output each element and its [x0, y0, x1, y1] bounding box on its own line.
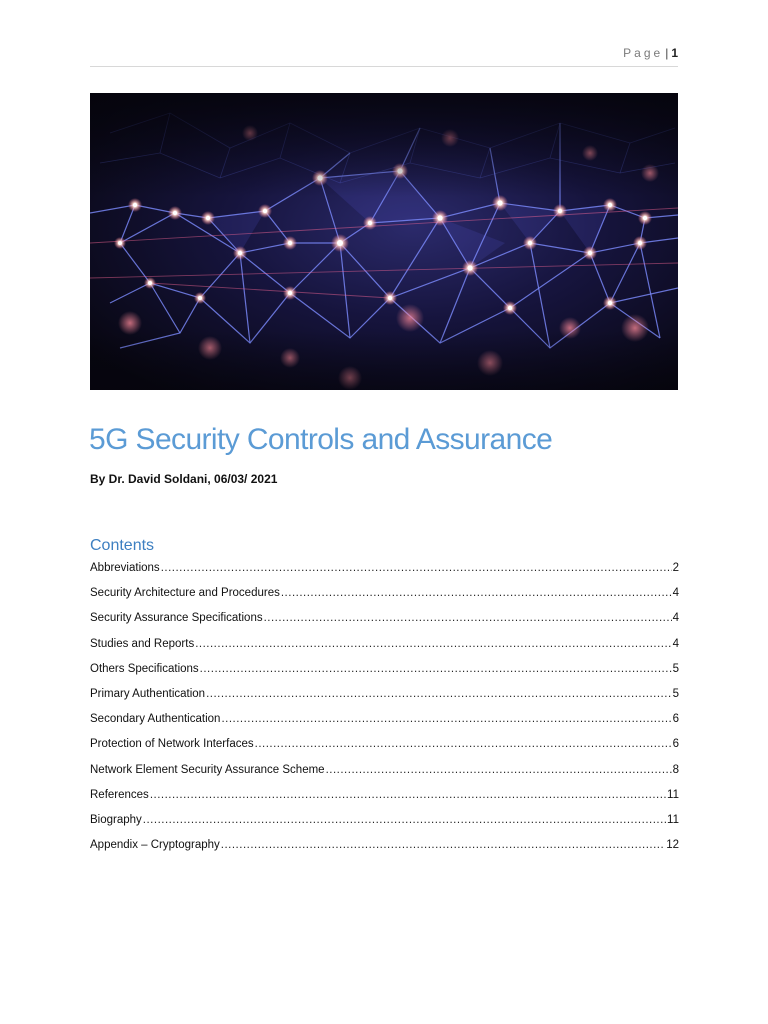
toc-leader-dots	[264, 612, 672, 624]
page-separator: |	[665, 46, 669, 60]
toc-item-page: 11	[667, 788, 679, 801]
toc-item-page: 8	[672, 763, 679, 776]
page-label: Page	[623, 46, 664, 60]
toc-item-page: 6	[672, 738, 679, 751]
toc-item-title: Appendix – Cryptography	[90, 839, 220, 852]
header-rule	[90, 66, 678, 67]
toc-item-page: 2	[672, 562, 679, 574]
toc-leader-dots	[195, 638, 671, 650]
contents-heading: Contents	[90, 537, 155, 554]
network-mesh-illustration	[90, 93, 678, 390]
toc-item-abbreviations[interactable]	[90, 562, 679, 587]
toc-item-title: Biography	[90, 813, 142, 826]
toc-item-page: 5	[672, 662, 679, 675]
toc-item-title: Abbreviations	[90, 562, 160, 574]
toc-item-title: Security Architecture and Procedures	[90, 587, 280, 600]
toc-item-title: References	[90, 788, 149, 801]
toc-item-title: Protection of Network Interfaces	[90, 738, 254, 751]
toc-leader-dots	[221, 839, 665, 851]
toc-item-page: 12	[666, 839, 679, 852]
toc-leader-dots	[221, 713, 671, 725]
toc-leader-dots	[326, 764, 672, 776]
toc-item-studies-reports[interactable]	[90, 638, 679, 663]
toc-item-primary-auth[interactable]	[90, 688, 679, 713]
table-of-contents	[90, 562, 679, 864]
toc-leader-dots	[161, 562, 672, 574]
toc-item-secondary-auth[interactable]	[90, 713, 679, 738]
page-number: 1	[671, 46, 678, 60]
toc-item-title: Secondary Authentication	[90, 713, 221, 726]
toc-leader-dots	[255, 738, 672, 750]
toc-item-page: 4	[672, 637, 679, 650]
toc-item-title: Network Element Security Assurance Scheme	[90, 763, 325, 776]
toc-item-nesas[interactable]	[90, 764, 679, 789]
toc-leader-dots	[281, 587, 672, 599]
toc-item-title: Others Specifications	[90, 662, 199, 675]
toc-item-others-specs[interactable]	[90, 663, 679, 688]
toc-item-page: 11	[667, 813, 679, 826]
toc-leader-dots	[150, 789, 666, 801]
toc-item-title: Studies and Reports	[90, 637, 195, 650]
toc-leader-dots	[143, 814, 666, 826]
page-header	[90, 46, 678, 60]
toc-item-security-assurance-specs[interactable]	[90, 612, 679, 637]
toc-leader-dots	[206, 688, 672, 700]
toc-item-page: 5	[672, 687, 679, 700]
author-byline: By Dr. David Soldani, 06/03/ 2021	[90, 472, 278, 486]
toc-item-appendix-cryptography[interactable]	[90, 839, 679, 864]
toc-item-title: Primary Authentication	[90, 687, 206, 700]
toc-item-biography[interactable]	[90, 814, 679, 839]
toc-item-page: 4	[672, 612, 679, 625]
hero-image	[90, 93, 678, 390]
toc-item-references[interactable]	[90, 789, 679, 814]
toc-leader-dots	[200, 663, 672, 675]
toc-item-network-interfaces[interactable]	[90, 738, 679, 763]
toc-item-page: 4	[672, 587, 679, 600]
toc-item-page: 6	[672, 713, 679, 726]
toc-item-title: Security Assurance Specifications	[90, 612, 263, 625]
document-title: 5G Security Controls and Assurance	[89, 423, 553, 456]
toc-item-security-architecture[interactable]	[90, 587, 679, 612]
